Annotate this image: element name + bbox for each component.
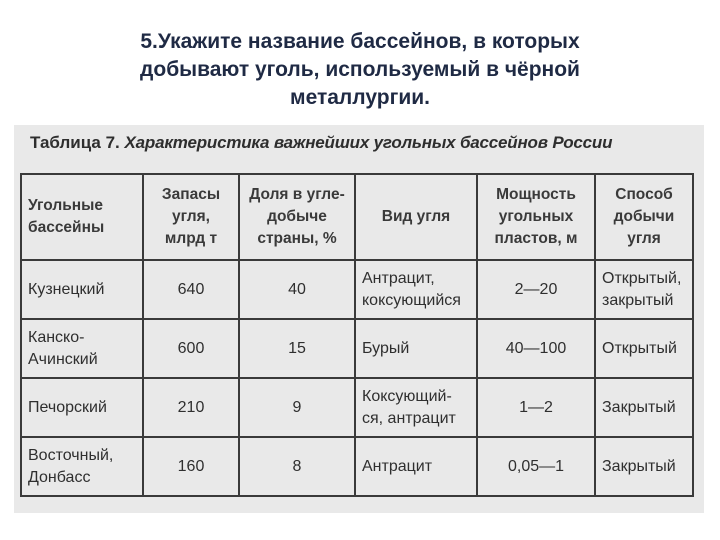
cell-coal-type: Коксующий- ся, антрацит bbox=[355, 378, 477, 437]
cell-reserves: 160 bbox=[143, 437, 239, 496]
cell-coal-type: Антрацит, коксующийся bbox=[355, 260, 477, 319]
cell-coal-type: Бурый bbox=[355, 319, 477, 378]
cell-share: 8 bbox=[239, 437, 355, 496]
header-reserves: Запасы угля, млрд т bbox=[143, 174, 239, 260]
table-row bbox=[21, 319, 693, 378]
table-caption bbox=[30, 133, 612, 153]
question-text bbox=[60, 28, 660, 112]
table-row bbox=[21, 260, 693, 319]
question-line: металлургии. bbox=[290, 86, 430, 109]
cell-method: Открытый, закрытый bbox=[595, 260, 693, 319]
header-share: Доля в угле- добыче страны, % bbox=[239, 174, 355, 260]
cell-share: 9 bbox=[239, 378, 355, 437]
cell-thickness: 1—2 bbox=[477, 378, 595, 437]
question-line: 5.Укажите название бассейнов, в которых bbox=[140, 30, 580, 53]
table-caption-number: Таблица 7. bbox=[30, 133, 120, 152]
cell-thickness: 2—20 bbox=[477, 260, 595, 319]
header-thickness: Мощность угольных пластов, м bbox=[477, 174, 595, 260]
scanned-table-image bbox=[14, 125, 704, 513]
cell-coal-type: Антрацит bbox=[355, 437, 477, 496]
coal-basins-table bbox=[20, 173, 694, 497]
cell-share: 40 bbox=[239, 260, 355, 319]
cell-method: Закрытый bbox=[595, 437, 693, 496]
cell-reserves: 210 bbox=[143, 378, 239, 437]
header-basins: Угольные бассейны bbox=[21, 174, 143, 260]
table-caption-title: Характеристика важнейших угольных бассейнов России bbox=[124, 133, 613, 152]
cell-basin: Кузнецкий bbox=[21, 260, 143, 319]
cell-reserves: 600 bbox=[143, 319, 239, 378]
header-coal-type: Вид угля bbox=[355, 174, 477, 260]
cell-method: Открытый bbox=[595, 319, 693, 378]
table-row bbox=[21, 437, 693, 496]
cell-basin: Канско- Ачинский bbox=[21, 319, 143, 378]
cell-basin: Восточный, Донбасс bbox=[21, 437, 143, 496]
question-line: добывают уголь, используемый в чёрной bbox=[140, 58, 580, 81]
header-method: Способ добычи угля bbox=[595, 174, 693, 260]
cell-reserves: 640 bbox=[143, 260, 239, 319]
cell-share: 15 bbox=[239, 319, 355, 378]
cell-method: Закрытый bbox=[595, 378, 693, 437]
cell-basin: Печорский bbox=[21, 378, 143, 437]
table-header-row bbox=[21, 174, 693, 260]
cell-thickness: 40—100 bbox=[477, 319, 595, 378]
table-row bbox=[21, 378, 693, 437]
cell-thickness: 0,05—1 bbox=[477, 437, 595, 496]
